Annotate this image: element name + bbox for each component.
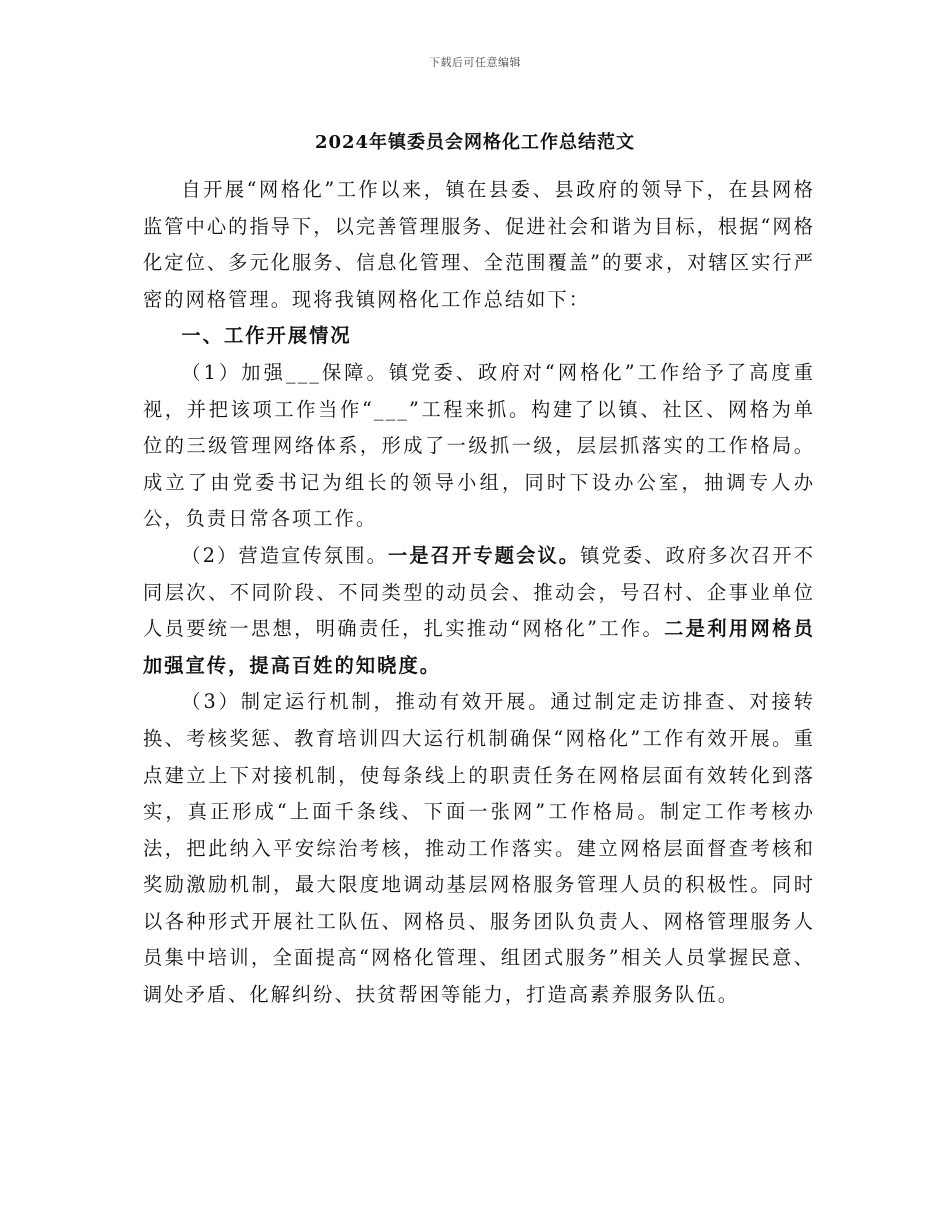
paragraph-2-lead: （2）营造宣传氛围。	[181, 543, 388, 567]
intro-paragraph: 自开展“网格化”工作以来，镇在县委、县政府的领导下，在县网格监管中心的指导下，以完善管理服务、促进社会和谐为目标，根据“网格化定位、多元化服务、信息化管理、全范围覆盖”的要求，对辖区实行严密的网格管理。现将我镇网格化工作总结如下：	[143, 178, 815, 311]
header-note: 下载后可任意编辑	[429, 56, 521, 69]
paragraph-2-point-2: 二是利用网格员加强宣传，提高百姓的知晓度。	[143, 617, 816, 677]
paragraph-1: （1）加强___保障。镇党委、政府对“网格化”工作给予了高度重视，并把该项工作当作“___”工程来抓。构建了以镇、社区、网格为单位的三级管理网络体系，形成了一级抓一级，层层抓落实的工作格局。成立了由党委书记为组长的领导小组，同时下设办公室，抽调专人办公，负责日常各项工作。	[143, 360, 815, 531]
document-title: 2024年镇委员会网格化工作总结范文	[314, 132, 636, 153]
document-body	[143, 172, 815, 1014]
paragraph-2-body: 镇党委、政府多次召开不同层次、不同阶段、不同类型的动员会、推动会，号召村、企事业单位人员要统一思想，明确责任，扎实推动“网格化”工作。	[143, 543, 816, 641]
paragraph-2	[143, 538, 815, 684]
section-heading-1: 一、工作开展情况	[181, 324, 352, 348]
paragraph-2-point-1: 一是召开专题会议。	[387, 543, 581, 567]
paragraph-3: （3）制定运行机制，推动有效开展。通过制定走访排查、对接转换、考核奖惩、教育培训四大运行机制确保“网格化”工作有效开展。重点建立上下对接机制，使每条线上的职责任务在网格层面有效转化到落实，真正形成“上面千条线、下面一张网”工作格局。制定工作考核办法，把此纳入平安综治考核，推动工作落实。建立网格层面督查考核和奖励激励机制，最大限度地调动基层网格服务管理人员的积极性。同时以各种形式开展社工队伍、网格员、服务团队负责人、网格管理服务人员集中培训，全面提高“网格化管理、组团式服务”相关人员掌握民意、调处矛盾、化解纠纷、扶贫帮困等能力，打造高素养服务队伍。	[143, 690, 815, 1007]
